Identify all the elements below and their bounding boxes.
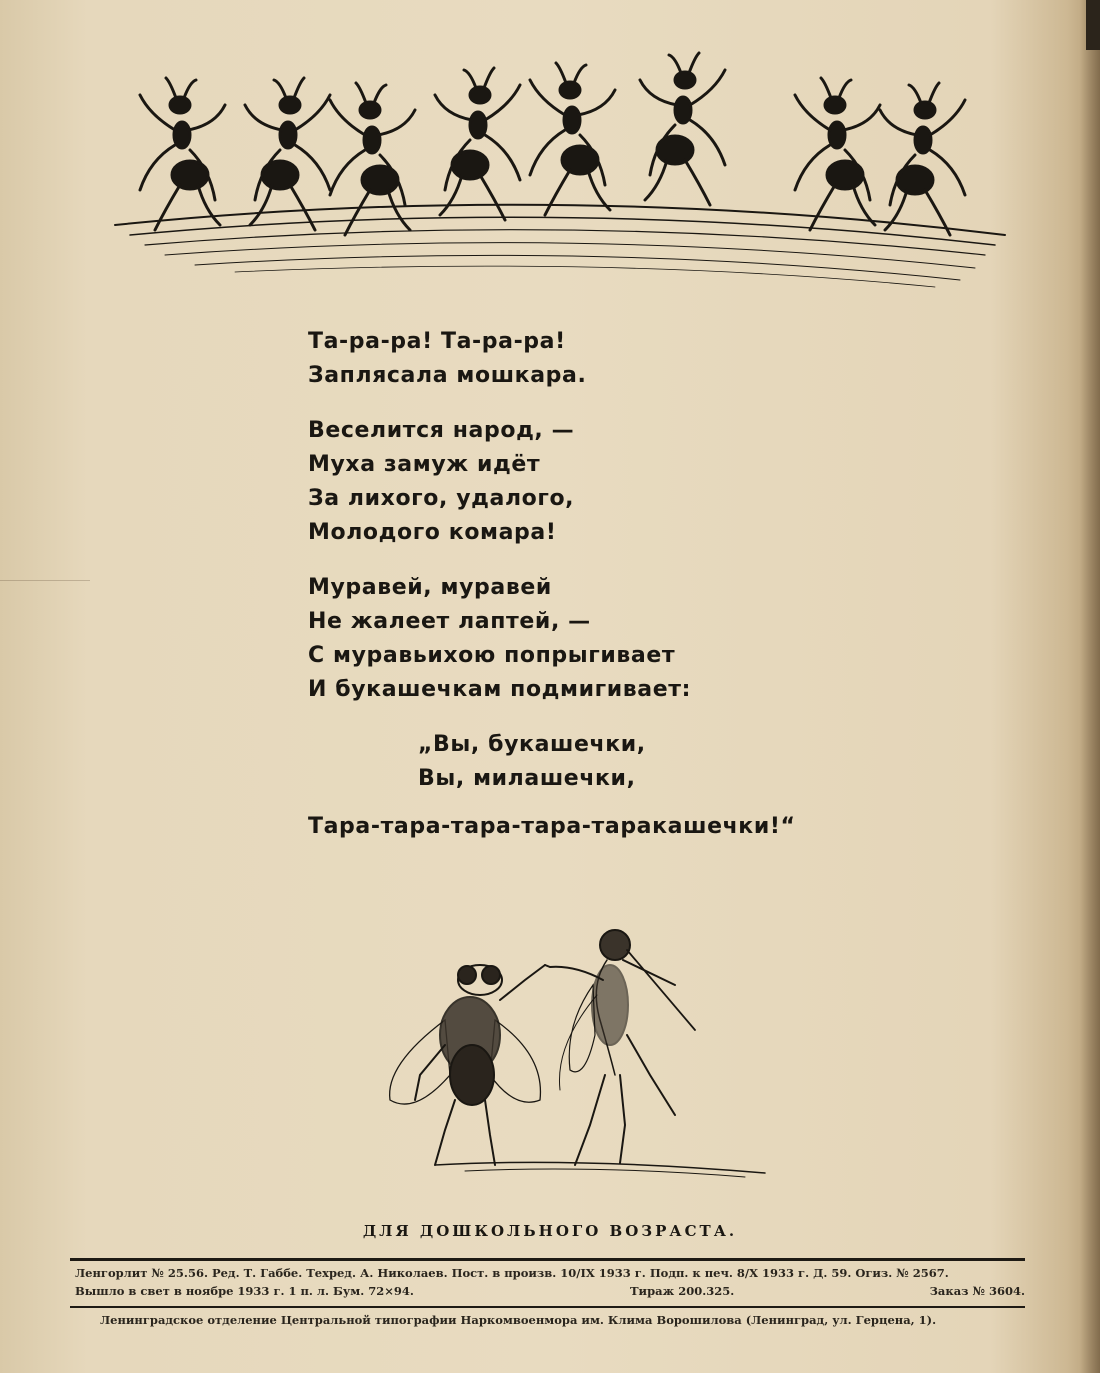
stanza-2: [308, 414, 828, 550]
stanza-1: [308, 325, 828, 393]
poem: [308, 325, 828, 844]
poem-line: Муха замуж идёт: [308, 452, 541, 477]
imprint-line-2: [75, 1284, 1025, 1298]
dancing-insects-illustration: [105, 40, 1010, 290]
ant-figure: [330, 83, 415, 235]
ant-figure: [880, 83, 965, 235]
imprint-order: Заказ № 3604.: [929, 1284, 1025, 1298]
printer-line: Ленинградское отделение Центральной типографии Наркомвоенмора им. Клима Ворошилова (Ленинград, ул. Герцена, 1).: [100, 1313, 937, 1327]
poem-line: С муравьихою попрыгивает: [308, 643, 676, 668]
ant-figure: [530, 63, 615, 215]
stanza-3: [308, 571, 828, 707]
poem-line: Вы, милашечки,: [418, 766, 636, 791]
poem-line: За лихого, удалого,: [308, 486, 575, 511]
ant-figure: [140, 78, 225, 230]
imprint-release: Вышло в свет в ноябре 1933 г. 1 п. л. Бум. 72×94.: [75, 1284, 414, 1298]
poem-line: Та-ра-ра! Та-ра-ра!: [308, 329, 566, 354]
ant-figure: [640, 53, 725, 205]
paper-fold: [0, 580, 90, 581]
page-edge-shadow: [1080, 0, 1100, 1373]
ant-figure: [245, 78, 330, 230]
age-label: ДЛЯ ДОШКОЛЬНОГО ВОЗРАСТА.: [362, 1222, 738, 1240]
divider: [70, 1306, 1025, 1308]
spine-mark: [1086, 0, 1100, 50]
poem-line: Веселится народ, —: [308, 418, 575, 443]
imprint-line: Ленгорлит № 25.56. Ред. Т. Габбе. Техред. А. Николаев. Пост. в произв. 10/IX 1933 г. Подп. к печ. 8/X 1933 г. Д. 59. Огиз. № 2567.: [75, 1266, 949, 1280]
ant-figure: [435, 68, 520, 220]
poem-last-line: Тара-тара-тара-тара-таракашечки!“: [308, 814, 796, 839]
divider: [70, 1258, 1025, 1261]
ant-figure: [795, 78, 880, 230]
imprint-print-run: Тираж 200.325.: [630, 1284, 735, 1298]
poem-line: Муравей, муравей: [308, 575, 552, 600]
poem-line: И букашечкам подмигивает:: [308, 677, 691, 702]
fly-and-mosquito-illustration: [375, 925, 775, 1180]
poem-line: „Вы, букашечки,: [418, 732, 646, 757]
poem-line: Не жалеет лаптей, —: [308, 609, 591, 634]
poem-line: Заплясала мошкара.: [308, 363, 587, 388]
stanza-quote: [308, 728, 828, 796]
poem-line: Молодого комара!: [308, 520, 557, 545]
